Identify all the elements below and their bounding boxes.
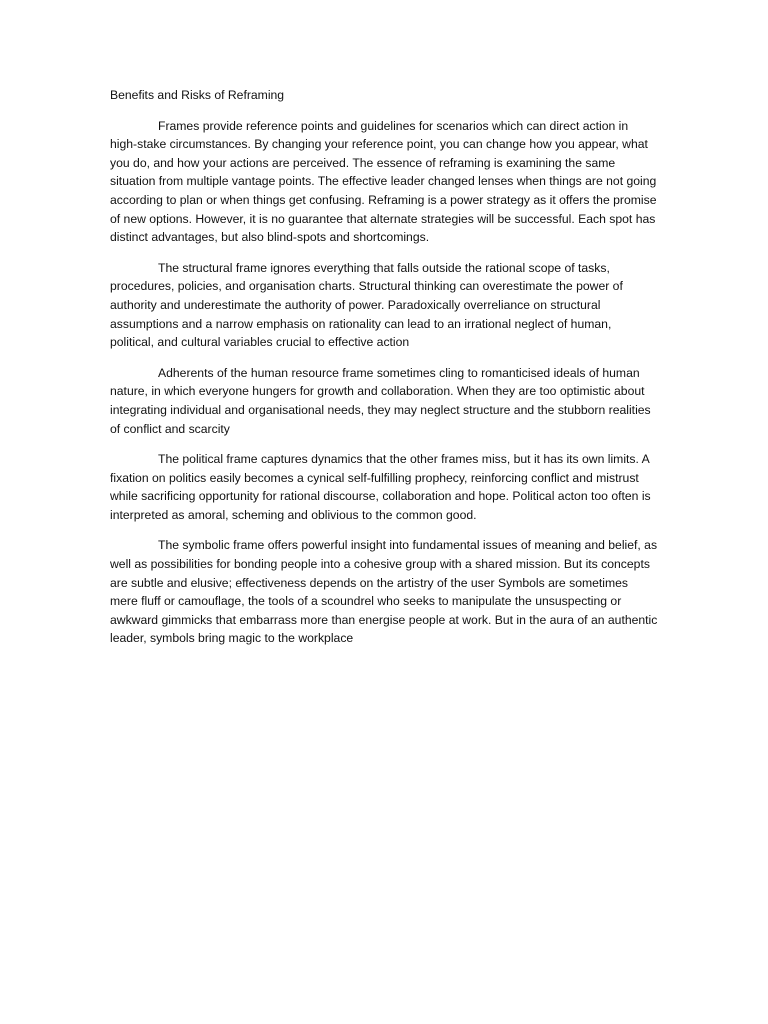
paragraph-political-frame: The political frame captures dynamics that the other frames miss, but it has its own limits. A fixation on politics easily becomes a cynical self-fulfilling prophecy, reinforcing conflict and mistrust while sacrificing opportunity for rational discourse, collaboration and hope. Political acton too often is interpreted as amoral, scheming and oblivious to the common good. [110,452,651,522]
paragraph-benefits-of-reframing: Frames provide reference points and guidelines for scenarios which can direct action in high-stake circumstances. By changing your reference point, you can change how you appear, what you do, and how your actions are perceived. The essence of reframing is examining the same situation from multiple vantage points. The effective leader changed lenses when things are not going according to plan or when things get confusing. Reframing is a power strategy as it offers the promise of new options. However, it is no guarantee that alternate strategies will be successful. Each spot has distinct advantages, but also blind-spots and shortcomings. [110,118,657,245]
paragraph-human-resource-frame: Adherents of the human resource frame sometimes cling to romanticised ideals of human nature, in which everyone hungers for growth and collaboration. When they are too optimistic about integrating individual and organisational needs, they may neglect structure and the stubborn realities of conflict and scarcity [110,365,651,436]
document-title: Benefits and Risks of Reframing [110,88,285,102]
paragraph-symbolic-frame: The symbolic frame offers powerful insight into fundamental issues of meaning and belief, as well as possibilities for bonding people into a cohesive group with a shared mission. But its concepts are subtle and elusive; effectiveness depends on the artistry of the user Symbols are sometimes mere fluff or camouflage, the tools of a scoundrel who seeks to manipulate the unsuspecting or awkward gimmicks that embarrass more than energise people at work. But in the aura of an authentic leader, symbols bring magic to the workplace [110,538,658,646]
document-body [110,86,658,660]
paragraph-structural-frame: The structural frame ignores everything that falls outside the rational scope of tasks, procedures, policies, and organisation charts. Structural thinking can overestimate the power of authority and underestimate the authority of power. Paradoxically overreliance on structural assumptions and a narrow emphasis on rationality can lead to an irrational neglect of human, political, and cultural variables crucial to effective action [110,260,623,350]
